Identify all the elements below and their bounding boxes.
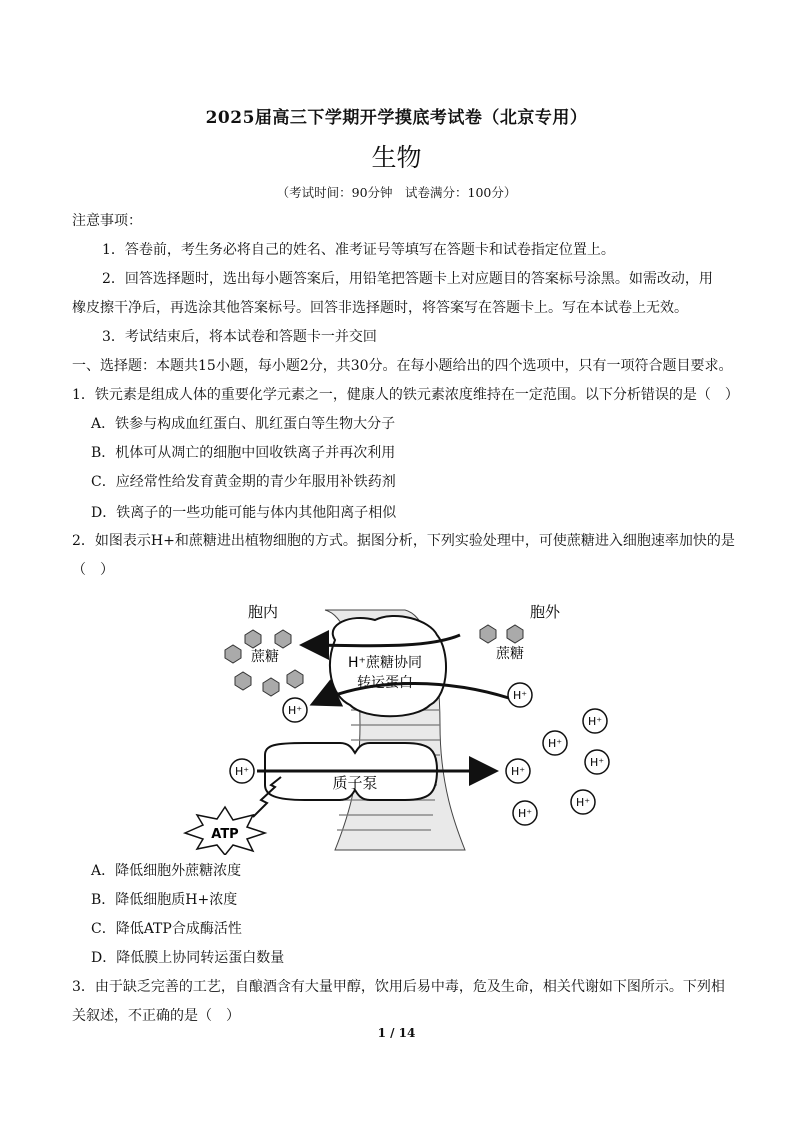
question-2-option-c: C．降低ATP合成酶活性: [91, 921, 242, 937]
sucrose-label-inside: 蔗糖: [251, 649, 279, 665]
question-3-stem-line-1: 3．由于缺乏完善的工艺，自酿酒含有大量甲醇，饮用后易中毒，危及生命，相关代谢如下图所示。下列相: [72, 979, 725, 995]
exam-title: 2025届高三下学期开学摸底考试卷（北京专用）: [205, 108, 588, 128]
question-1-option-a: A．铁参与构成血红蛋白、肌红蛋白等生物大分子: [91, 416, 396, 432]
label-outside: 胞外: [529, 603, 561, 621]
atp-label: ATP: [211, 827, 239, 842]
question-1-option-c: C．应经常性给发育黄金期的青少年服用补铁药剂: [91, 474, 396, 490]
proton-pump-label: 质子泵: [332, 774, 378, 792]
sucrose-label-outside: 蔗糖: [496, 646, 524, 662]
note-item-1: 1．答卷前，考生务必将自己的姓名、准考证号等填写在答题卡和试卷指定位置上。: [102, 242, 615, 258]
question-2-stem-line-2: （ ）: [72, 562, 114, 578]
question-2-option-a: A．降低细胞外蔗糖浓度: [91, 863, 242, 879]
cotransporter-label-2: 转运蛋白: [357, 675, 413, 691]
cotransporter-label-1: H⁺蔗糖协同: [348, 655, 422, 671]
exam-info: （考试时间：90分钟 试卷满分：100分）: [276, 185, 517, 200]
note-item-2-line-2: 橡皮擦干净后，再选涂其他答案标号。回答非选择题时，将答案写在答题卡上。写在本试卷上无效。: [72, 300, 688, 316]
question-1-option-d: D．铁离子的一些功能可能与体内其他阳离子相似: [91, 505, 397, 521]
notes-heading: 注意事项：: [72, 213, 142, 229]
page-number: 1 / 14: [377, 1026, 416, 1040]
question-1-stem: 1．铁元素是组成人体的重要化学元素之一，健康人的铁元素浓度维持在一定范围。以下分析错误的是（ ）: [72, 387, 739, 403]
label-inside: 胞内: [247, 603, 279, 621]
section-heading: 一、选择题：本题共15小题，每小题2分，共30分。在每小题给出的四个选项中，只有一项符合题目要求。: [72, 358, 733, 374]
svg-text:H⁺: H⁺: [589, 756, 605, 769]
note-item-3: 3．考试结束后，将本试卷和答题卡一并交回: [102, 329, 377, 345]
transport-diagram: [175, 595, 625, 855]
question-1-option-b: B．机体可从凋亡的细胞中回收铁离子并再次利用: [91, 445, 396, 461]
question-2-option-b: B．降低细胞质H+浓度: [91, 892, 238, 908]
subject-title: 生物: [371, 143, 422, 172]
svg-text:H⁺: H⁺: [575, 796, 591, 809]
note-item-2-line-1: 2．回答选择题时，选出每小题答案后，用铅笔把答题卡上对应题目的答案标号涂黑。如需改动，用: [102, 271, 713, 287]
svg-text:H⁺: H⁺: [287, 704, 303, 717]
cotransporter-protein: [330, 616, 446, 716]
svg-text:H⁺: H⁺: [510, 765, 526, 778]
svg-text:H⁺: H⁺: [234, 765, 250, 778]
svg-text:H⁺: H⁺: [517, 807, 533, 820]
svg-text:H⁺: H⁺: [512, 689, 528, 702]
svg-text:H⁺: H⁺: [547, 737, 563, 750]
question-2-option-d: D．降低膜上协同转运蛋白数量: [91, 950, 285, 966]
question-2-stem-line-1: 2．如图表示H+和蔗糖进出植物细胞的方式。据图分析，下列实验处理中，可使蔗糖进入细胞速率加快的是: [72, 533, 735, 549]
svg-text:H⁺: H⁺: [587, 715, 603, 728]
question-3-stem-line-2: 关叙述，不正确的是（ ）: [72, 1008, 240, 1024]
